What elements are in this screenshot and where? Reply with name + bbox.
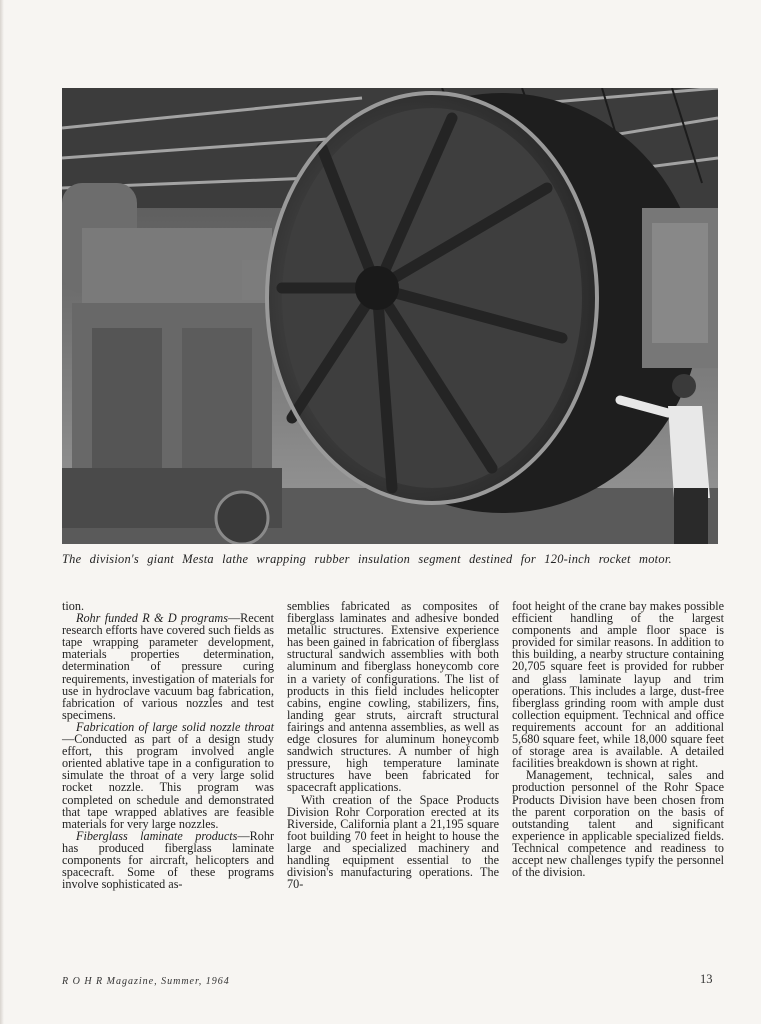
- lathe-photograph-illustration: [62, 88, 718, 544]
- paragraph: Management, technical, sales and production personnel of the Rohr Space Products Division have been chosen from the parent corporation on the basis of outstanding talent and significant experience in applicable specialized fields. Technical competence and readiness to accept new challenges typify the personnel of the division.: [512, 768, 724, 880]
- lathe-photograph: [62, 88, 718, 544]
- section-heading: Fabrication of large solid nozzle throat: [76, 719, 274, 734]
- column-2: [287, 600, 499, 950]
- article-body: [62, 600, 724, 950]
- paragraph-text: —Rohr has produced fiberglass laminate components for aircraft, helicopters and spacecraft. Some of these programs involve sophisticated as-: [62, 828, 274, 892]
- paragraph: [62, 830, 274, 890]
- paragraph: foot height of the crane bay makes possible efficient handling of the largest components and ample floor space is provided for similar reasons. In addition to this building, a nearby structure containing 20,705 square feet is provided for rubber and glass laminate layup and trim operations. This includes a large, dust-free fiberglass grinding room with ample dust collection equipment. Technical and office requirements account for an additional 5,680 square feet, while 18,000 square feet of storage area is available. A detailed facilities breakdown is shown at right.: [512, 599, 724, 771]
- paragraph: [62, 612, 274, 721]
- paragraph-text: —Recent research efforts have covered such fields as tape wrapping parameter development, materials properties determination, determination of pressure curing requirements, investigation of materials for use in hydroclave vacuum bag fabrication, fabrication of various nozzles and test specimens.: [62, 611, 274, 722]
- publication-footer: R O H R Magazine, Summer, 1964: [62, 976, 230, 987]
- page-number: 13: [700, 972, 713, 986]
- photo-caption: The division's giant Mesta lathe wrapping rubber insulation segment destined for 120-inch rocket motor.: [62, 552, 672, 566]
- paragraph: tion.: [62, 599, 85, 613]
- column-3: [512, 600, 724, 950]
- paragraph: With creation of the Space Products Division Rohr Corporation erected at its Riverside, California plant a 21,195 square foot building 70 feet in height to house the large and specialized machinery and handling equipment essential to the division's manufacturing operations. The 70-: [287, 792, 499, 892]
- section-heading: Fiberglass laminate products: [76, 828, 238, 843]
- paragraph: [62, 721, 274, 830]
- page-binding-edge: [0, 0, 4, 1024]
- column-1: [62, 600, 274, 950]
- paragraph: semblies fabricated as composites of fiberglass laminates and adhesive bonded metallic structures. Extensive experience has been gained in fabrication of fiberglass structural sandwich assemblies with both aluminum and fiberglass honeycomb core in a variety of configurations. The list of products in this field includes helicopter cabins, engine cowling, stabilizers, fins, landing gear struts, aircraft structural fairings and antenna assemblies, as well as edge closures for aluminum honeycomb sandwich structures. A number of high pressure, high temperature laminate structures have been fabricated for spacecraft applications.: [287, 599, 499, 795]
- section-heading: Rohr funded R & D programs: [76, 611, 228, 626]
- paragraph-text: —Conducted as part of a design study effort, this program involved angle oriented ablative tape in a configuration to simulate the throat of a very large solid rocket nozzle. This program was completed on schedule and demonstrated that tape wrapped ablatives are feasible materials for very large nozzles.: [62, 732, 274, 831]
